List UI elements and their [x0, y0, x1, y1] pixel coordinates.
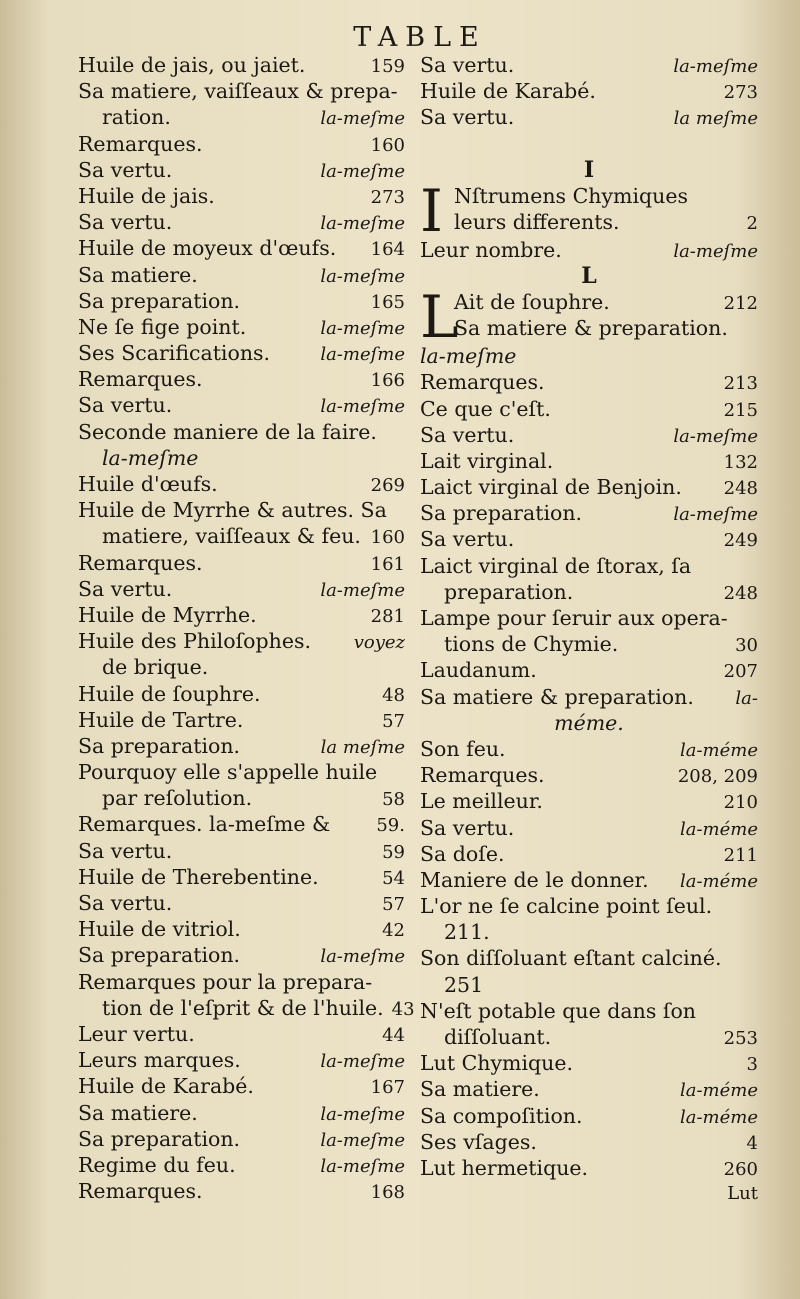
entry-text: Remarques pour la prepara- — [78, 969, 373, 994]
drop-cap-block — [420, 176, 758, 245]
entry-text: Sa vertu. — [420, 422, 515, 447]
index-entry — [78, 733, 405, 759]
index-entry — [420, 788, 758, 814]
drop-cap-block — [420, 283, 758, 352]
index-entry — [78, 445, 405, 471]
page-reference: la meſme — [673, 108, 758, 130]
entry-text: Sa vertu. — [78, 576, 173, 601]
page-reference: 248 — [723, 478, 758, 500]
index-entry — [78, 288, 405, 314]
entry-text: Lut hermetique. — [420, 1155, 589, 1180]
page-reference: la-meſme — [673, 56, 758, 77]
entry-text: leurs differents. — [454, 209, 620, 234]
entry-text: Sa matiere & preparation. — [420, 684, 694, 709]
index-entry — [78, 890, 405, 916]
page-reference: 167 — [370, 1077, 405, 1099]
entry-text: Huile de Myrrhe. — [78, 602, 257, 627]
index-entry — [78, 681, 405, 707]
index-entry — [420, 1024, 758, 1050]
index-entry — [78, 1126, 405, 1152]
index-entry — [420, 657, 758, 683]
page-reference: 44 — [382, 1024, 405, 1046]
index-entry — [420, 369, 758, 395]
index-entry — [78, 995, 415, 1021]
page-reference: 160 — [370, 134, 405, 156]
entry-text: Maniere de le donner. — [420, 867, 649, 892]
index-entry — [420, 972, 758, 998]
index-entry — [78, 1021, 405, 1047]
index-entry — [78, 157, 405, 183]
page-reference: 260 — [723, 1158, 758, 1180]
entry-text: Pourquoy elle s'appelle huile — [78, 760, 378, 785]
page-reference: voyez — [353, 632, 405, 654]
entry-text: Remarques. — [78, 131, 203, 156]
entry-text: Ne ſe fige point. — [78, 314, 247, 339]
entry-text: Sa preparation. — [78, 943, 241, 968]
index-entry — [78, 523, 405, 549]
index-entry — [78, 314, 405, 340]
page-reference: la-meſme — [320, 108, 405, 130]
index-entry — [78, 576, 405, 602]
index-entry — [78, 916, 405, 942]
entry-text: Huile de Karabé. — [420, 79, 596, 104]
entry-text: Sa vertu. — [78, 210, 173, 235]
drop-cap: L — [420, 283, 459, 352]
page-reference: 159 — [370, 56, 405, 77]
index-entry — [420, 343, 758, 369]
page-reference: 210 — [723, 792, 758, 814]
entry-text: Huile de jais. — [78, 183, 215, 208]
page-reference: 249 — [723, 530, 758, 552]
index-entry — [420, 945, 758, 971]
entry-text: diſſoluant. — [444, 1025, 552, 1049]
page-reference: la-meſme — [673, 240, 758, 262]
index-entry — [78, 785, 405, 811]
index-entry — [78, 471, 405, 497]
page-reference: la meſme — [320, 736, 405, 758]
entry-text: Remarques. — [420, 370, 545, 395]
index-entry — [420, 1155, 758, 1181]
page-reference: 281 — [370, 605, 405, 627]
index-entry — [420, 474, 758, 500]
page-reference: la-meſme — [320, 579, 405, 601]
index-entry — [78, 235, 405, 261]
entry-text: Ses Scarifications. — [78, 341, 271, 366]
index-entry — [420, 815, 758, 841]
index-entry — [420, 1103, 758, 1129]
index-entry — [420, 553, 758, 579]
entry-text: Sa vertu. — [78, 157, 173, 182]
index-entry — [78, 707, 405, 733]
entry-text: 211. — [444, 920, 490, 945]
index-entry — [420, 710, 758, 736]
page-reference: 54 — [382, 867, 405, 889]
entry-text: Lampe pour ſeruir aux opera- — [420, 606, 728, 630]
page-reference: la-méme — [679, 1080, 758, 1102]
entry-text: Huile d'œufs. — [78, 472, 218, 496]
index-entry — [420, 237, 758, 263]
index-entry — [420, 1129, 758, 1155]
entry-text: Seconde maniere de la faire. — [78, 419, 377, 444]
entry-text: Sa vertu. — [78, 393, 173, 418]
page-reference: la-méme — [679, 870, 758, 892]
index-entry — [420, 919, 758, 945]
page-reference: 166 — [370, 370, 405, 392]
index-entry — [78, 811, 405, 837]
page-reference: la-meſme — [320, 317, 405, 339]
page-reference: 207 — [723, 661, 758, 683]
index-entry — [78, 104, 405, 130]
index-entry — [78, 209, 405, 235]
page-reference: la-meſme — [320, 160, 405, 182]
entry-text: Huile de vitriol. — [78, 917, 241, 942]
page-reference: 248 — [723, 582, 758, 604]
entry-text: Sa vertu. — [420, 105, 515, 130]
index-entry — [78, 262, 405, 288]
page-reference: la-meſme — [320, 1155, 405, 1177]
index-entry — [420, 841, 758, 867]
page-reference: la-meſme — [320, 1103, 405, 1125]
left-index-column — [78, 52, 415, 1204]
page-reference: la-meſme — [320, 213, 405, 235]
entry-text: Sa vertu. — [78, 838, 173, 863]
entry-text: Sa preparation. — [420, 501, 583, 526]
entry-text: Huile de ſouphre. — [78, 681, 261, 706]
page-reference: 273 — [723, 82, 758, 104]
page-reference: 269 — [370, 475, 405, 496]
index-entry — [420, 526, 758, 552]
index-entry — [78, 1178, 405, 1204]
entry-text: Sa vertu. — [420, 815, 515, 840]
entry-text: par reſolution. — [102, 786, 253, 811]
entry-text: la-meſme — [102, 445, 199, 470]
index-entry — [78, 1152, 405, 1178]
index-entry — [78, 838, 405, 864]
entry-text: Sa preparation. — [78, 1126, 241, 1151]
drop-cap: I — [420, 176, 443, 245]
index-entry — [78, 1047, 405, 1073]
page-reference: 48 — [382, 684, 405, 706]
index-entry — [420, 1076, 758, 1102]
entry-text: Remarques. — [78, 367, 203, 392]
entry-text: Huile de Therebentine. — [78, 864, 319, 889]
index-entry — [78, 602, 405, 628]
entry-text: Laict virginal de ſtorax, ſa — [420, 553, 692, 578]
entry-text: Son feu. — [420, 736, 506, 761]
page-reference: 160 — [370, 527, 405, 549]
index-entry — [420, 1050, 758, 1076]
entry-text: Remarques. — [420, 763, 545, 788]
page-header: TABLE — [353, 22, 487, 53]
index-entry — [78, 654, 405, 680]
section-letter-i: I — [583, 156, 595, 183]
entry-text: Sa vertu. — [78, 891, 173, 915]
page-reference: 164 — [370, 239, 405, 261]
page-reference: 253 — [723, 1028, 758, 1049]
page-reference: 211 — [723, 844, 758, 866]
page-reference: la-meſme — [320, 1051, 405, 1073]
index-entry — [420, 500, 758, 526]
index-entry — [420, 867, 758, 893]
right-index-column — [420, 52, 758, 1207]
entry-text: la-meſme — [420, 344, 517, 369]
index-entry — [78, 550, 405, 576]
entry-text: tion de l'eſprit & de l'huile. — [102, 995, 384, 1020]
page-reference: 59. — [376, 815, 405, 837]
index-entry — [420, 422, 758, 448]
index-entry — [454, 209, 758, 235]
entry-text: Remarques. — [78, 1179, 203, 1204]
entry-text: Leurs marques. — [78, 1048, 241, 1073]
entry-text: Huile de Karabé. — [78, 1074, 254, 1099]
page-reference: 43 — [391, 998, 415, 1020]
page-reference: la-meſme — [320, 344, 405, 366]
index-entry — [420, 1181, 758, 1207]
index-entry — [420, 52, 758, 78]
index-entry — [78, 1100, 405, 1126]
entry-text: Lait virginal. — [420, 448, 554, 473]
entry-text: Sa matiere. — [78, 1100, 198, 1125]
index-entry — [78, 366, 405, 392]
entry-text: Sa compoſition. — [420, 1103, 583, 1128]
index-entry — [420, 448, 758, 474]
index-entry — [420, 631, 758, 657]
index-entry — [78, 392, 405, 418]
index-entry — [78, 969, 405, 995]
entry-text: Laict virginal de Benjoin. — [420, 475, 682, 500]
index-entry — [78, 759, 405, 785]
index-entry — [78, 419, 405, 445]
page-reference: la-méme — [679, 739, 758, 761]
index-entry — [420, 396, 758, 422]
index-entry — [420, 579, 758, 605]
index-entry — [78, 864, 405, 890]
entry-text: Sa vertu. — [420, 527, 515, 552]
index-entry — [420, 605, 758, 631]
entry-text: 251 — [444, 972, 484, 997]
index-entry — [78, 78, 405, 104]
entry-text: Sa preparation. — [78, 733, 241, 758]
index-entry — [420, 736, 758, 762]
index-entry — [78, 183, 405, 209]
entry-text: matiere, vaiſſeaux & feu. — [102, 524, 361, 549]
entry-text: Sa matiere. — [78, 262, 198, 287]
page-reference: 132 — [723, 451, 758, 473]
page-reference: 213 — [723, 373, 758, 395]
page-reference: la-meſme — [673, 504, 758, 526]
index-entry — [420, 104, 758, 130]
page-reference: la-méme — [679, 818, 758, 840]
index-entry — [78, 497, 405, 523]
page-reference: la-meſme — [320, 265, 405, 287]
page-reference: 59 — [382, 841, 405, 863]
index-entry — [454, 315, 758, 341]
page-reference: 168 — [370, 1182, 405, 1204]
entry-text: Ce que c'eſt. — [420, 396, 551, 421]
entry-text: tions de Chymie. — [444, 632, 619, 657]
page-reference: 42 — [382, 920, 405, 942]
entry-text: N'eſt potable que dans ſon — [420, 998, 696, 1023]
entry-text: Huile de moyeux d'œufs. — [78, 236, 337, 261]
entry-text: Sa preparation. — [78, 288, 241, 313]
entry-text: Huile des Philoſophes. — [78, 629, 312, 654]
entry-text: Sa matiere & preparation. — [454, 316, 728, 341]
entry-text: ration. — [102, 105, 171, 130]
section-letter-l: L — [581, 262, 597, 289]
page-reference: la-meſme — [673, 425, 758, 447]
page-reference: la-meſme — [320, 946, 405, 968]
page-reference: 58 — [382, 789, 405, 811]
entry-text: méme. — [554, 710, 624, 735]
entry-text: Ait de ſouphre. — [454, 290, 610, 315]
entry-text: Remarques. la-meſme & — [78, 812, 331, 837]
entry-text: Leur vertu. — [78, 1021, 195, 1046]
page-reference: 208, 209 — [677, 766, 758, 788]
index-entry — [420, 78, 758, 104]
page-reference: 215 — [723, 399, 758, 421]
page-reference: 273 — [370, 186, 405, 208]
entry-text: Sa matiere. — [420, 1077, 540, 1102]
page-reference: la-meſme — [320, 396, 405, 418]
index-entry — [454, 183, 758, 209]
page-reference: la-méme — [679, 1106, 758, 1128]
entry-text: Leur nombre. — [420, 237, 562, 262]
entry-text: de brique. — [102, 655, 209, 680]
entry-text: Huile de jais, ou jaiet. — [78, 53, 306, 77]
entry-text: Sa matiere, vaiſſeaux & prepa- — [78, 79, 398, 104]
page-reference: 57 — [382, 710, 405, 732]
entry-text: Remarques. — [78, 550, 203, 575]
index-entry — [78, 131, 405, 157]
entry-text: Laudanum. — [420, 658, 537, 683]
entry-text: L'or ne ſe calcine point ſeul. — [420, 894, 713, 919]
index-entry — [78, 942, 405, 968]
entry-text: preparation. — [444, 579, 574, 604]
page-reference: 161 — [370, 553, 405, 575]
page-reference: 212 — [723, 293, 758, 315]
index-entry — [78, 628, 405, 654]
page-reference: Lut — [727, 1183, 758, 1205]
index-entry — [78, 1073, 405, 1099]
page-reference: 30 — [735, 635, 758, 657]
entry-text: Regime du feu. — [78, 1152, 236, 1177]
page-reference: la-meſme — [320, 1129, 405, 1151]
entry-text: Huile de Myrrhe & autres. Sa — [78, 498, 387, 523]
page-reference: la- — [735, 687, 758, 709]
page-reference: 4 — [746, 1132, 758, 1154]
entry-text: Ses vſages. — [420, 1129, 537, 1154]
page-reference: 3 — [746, 1054, 758, 1076]
index-entry — [420, 893, 758, 919]
entry-text: Son diſſoluant eſtant calciné. — [420, 946, 722, 971]
index-entry — [78, 52, 405, 78]
index-entry — [78, 340, 405, 366]
entry-text: Nſtrumens Chymiques — [454, 183, 689, 208]
entry-text: Lut Chymique. — [420, 1051, 574, 1076]
entry-text: Huile de Tartre. — [78, 707, 244, 732]
index-entry — [454, 289, 758, 315]
index-entry — [420, 684, 758, 710]
entry-text: Sa vertu. — [420, 53, 515, 77]
page-reference: 57 — [382, 894, 405, 915]
entry-text: Le meilleur. — [420, 789, 543, 814]
page-reference: 2 — [746, 212, 758, 234]
index-entry — [420, 762, 758, 788]
entry-text: Sa doſe. — [420, 841, 505, 866]
index-entry — [420, 998, 758, 1024]
page-reference: 165 — [370, 291, 405, 313]
